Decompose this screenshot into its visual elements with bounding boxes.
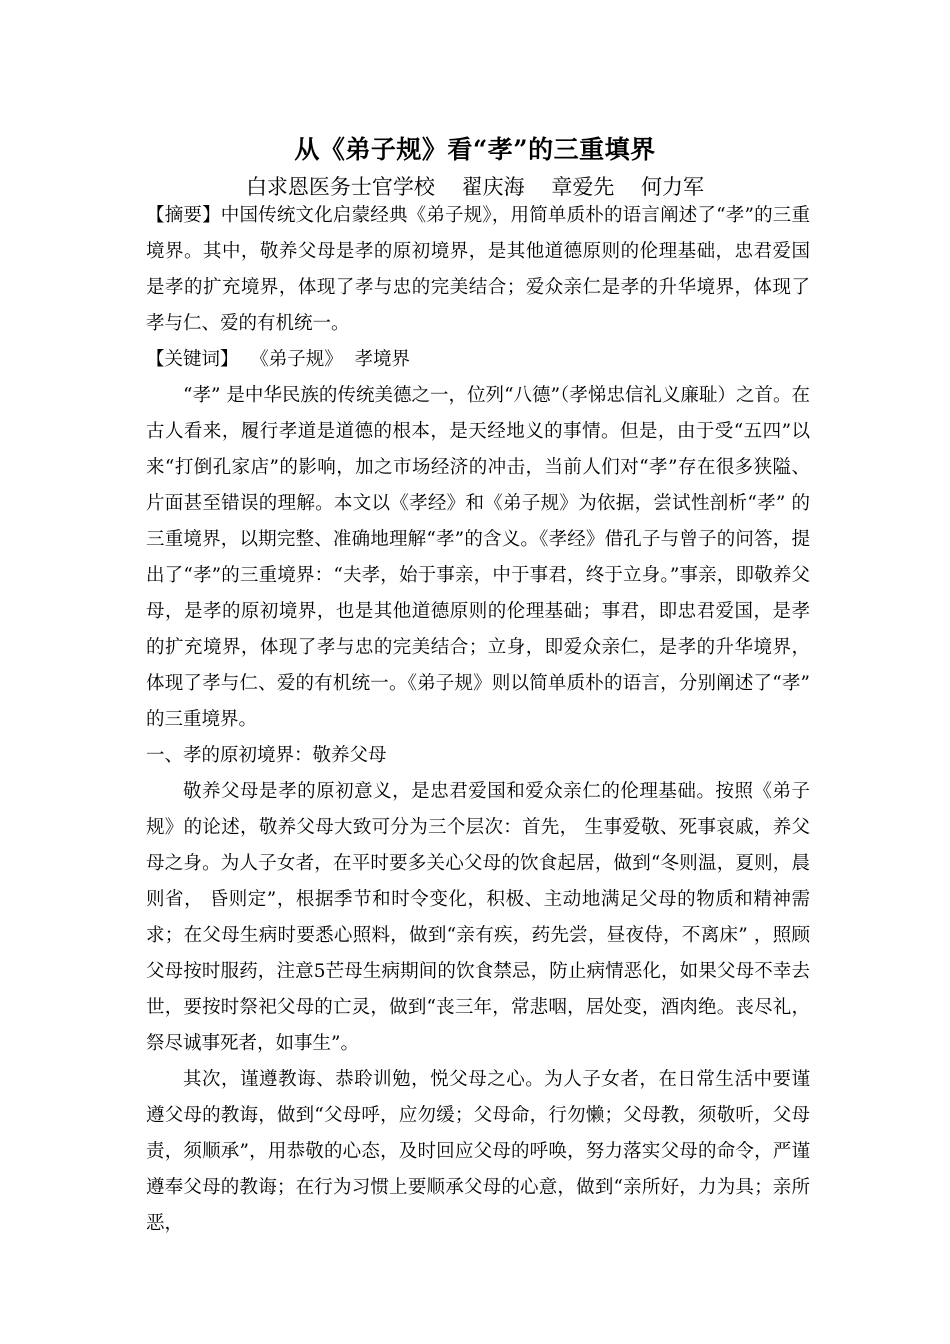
abstract-paragraph: 【摘要】中国传统文化启蒙经典《弟子规》，用简单质朴的语言阐述了“孝”的三重境界。其中，敬养父母是孝的原初境界，是其他道德原则的伦理基础，忠君爱国是孝的扩充境界，体现了孝与忠的完美结合；爱众亲仁是孝的升华境界，体现了孝与仁、爱的有机统一。 [146,205,810,334]
section-paragraph: 敬养父母是孝的原初意义，是忠君爱国和爱众亲仁的伦理基础。按照《弟子规》的论述，敬养父母大致可分为三个层次：首先， 生事爱敬、死事哀戚，养父母之身。为人子女者，在平时要多关心父母的饮食起居，做到“冬则温，夏则，晨则省， 昏则定”，根据季节和时令变化，积极、主动地满足父母的物质和精神需求；在父母生病时要悉心照料，做到“亲有疾，药先尝，昼夜侍，不离床” ，照顾父母按时服药，注意5芒母生病期间的饮食禁忌，防止病情恶化，如果父母不幸去世，要按时祭祀父母的亡灵，做到“丧三年，常悲咽，居处变，酒肉绝。丧尽礼，祭尽诚事死者，如事生”。 [146,781,810,1054]
document-body [146,198,810,1242]
section-paragraph: 其次，谨遵教诲、恭聆训勉，悦父母之心。为人子女者，在日常生活中要谨遵父母的教诲，做到“父母呼，应勿缓；父母命，行勿懒；父母教，须敬听，父母责，须顺承”，用恭敬的心态，及时回应父母的呼唤，努力落实父母的命令，严谨遵奉父母的教诲；在行为习惯上要顺承父母的心意，做到“亲所好，力为具；亲所恶， [146,1069,810,1234]
document-title: 从《弟子规》看“孝”的三重填界 [294,135,656,164]
intro-paragraph: “孝” 是中华民族的传统美德之一，位列“八德”（孝悌忠信礼义廉耻）之首。在古人看来，履行孝道是道德的根本，是天经地义的事情。但是，由于受“五四”以来“打倒孔家店”的影响，加之市场经济的冲击，当前人们对“孝”存在很多狭隘、片面甚至错误的理解。本文以《孝经》和《弟子规》为依据，尝试性剖析“孝” 的三重境界，以期完整、准确地理解“孝”的含义。《孝经》借孔子与曾子的问答，提出了“孝”的三重境界：“夫孝，始于事亲，中于事君，终于立身。”事亲，即敬养父母，是孝的原初境界，也是其他道德原则的伦理基础；事君，即忠君爱国，是孝的扩充境界，体现了孝与忠的完美结合；立身，即爱众亲仁，是孝的升华境界，体现了孝与仁、爱的有机统一。《弟子规》则以简单质朴的语言，分别阐述了“孝” 的三重境界。 [146,385,810,730]
keywords-line: 【关键词】 《弟子规》 孝境界 [146,349,411,370]
section-heading: 一、孝的原初境界：敬养父母 [146,745,387,766]
document-authors: 白求恩医务士官学校 翟庆海 章爱先 何力军 [245,175,705,199]
